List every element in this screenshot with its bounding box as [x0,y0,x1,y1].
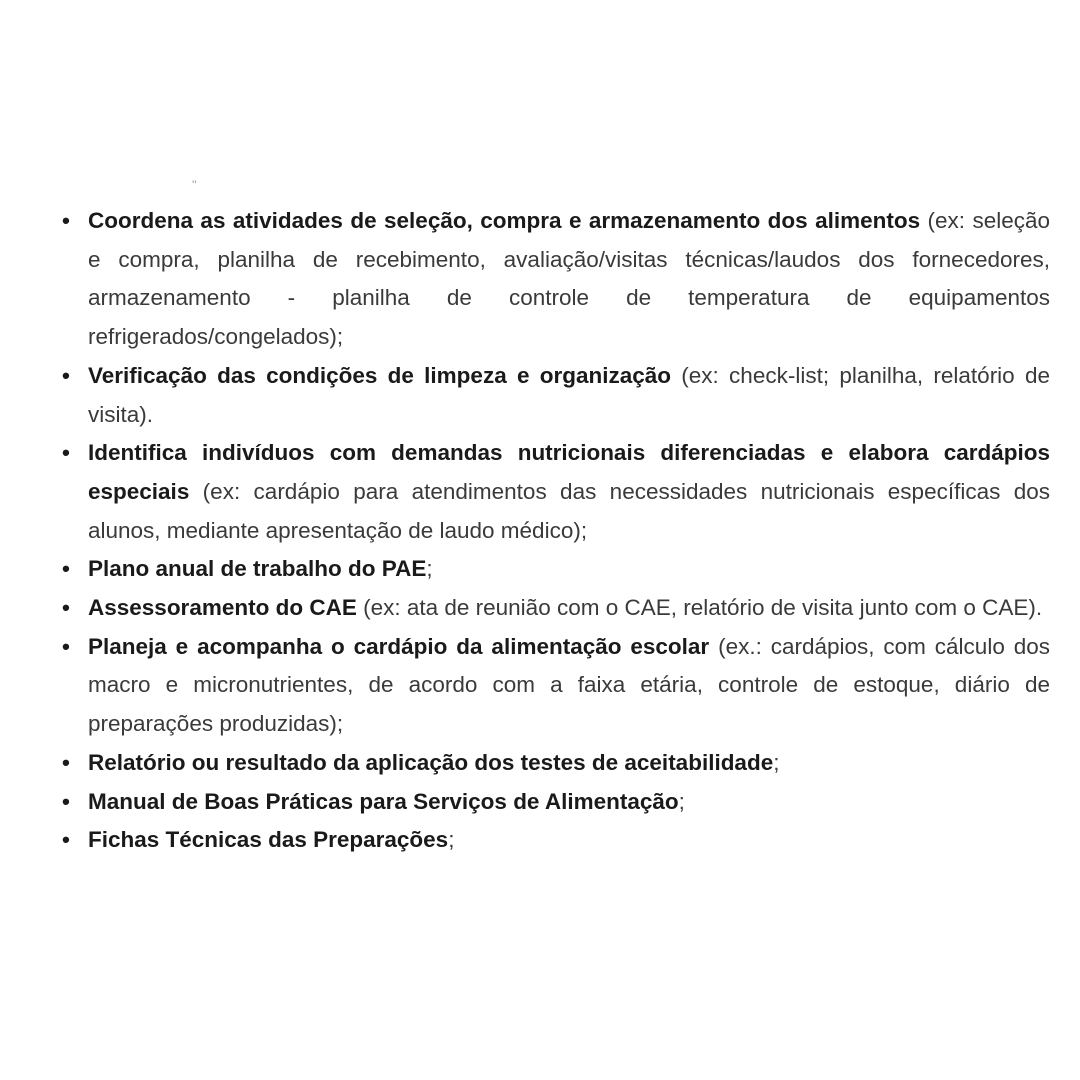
item-detail-text: (ex: ata de reunião com o CAE, relatório de visita junto com o CAE). [356,595,1043,621]
item-bold-text: Identifica indivíduos com demandas nutricionais diferenciadas e elabora cardápios especiais [88,440,1050,504]
list-item [58,202,1050,357]
item-bold-text: Assessoramento do CAE [88,595,357,621]
list-item [58,783,1050,822]
item-detail-text: (ex: seleção e compra, planilha de recebimento, avaliação/visitas técnicas/laudos dos fornecedores, armazenamento - planilha de controle de temperatura de equipamentos refrigerados/congelados); [88,208,1050,350]
list-item [58,357,1050,434]
bullet-list [58,202,1050,860]
bullet-icon: • [62,827,70,853]
item-detail-text: ; [448,827,455,853]
item-bold-text: Coordena as atividades de seleção, compra e armazenamento dos alimentos [88,208,921,233]
item-detail-text: (ex: cardápio para atendimentos das necessidades nutricionais específicas dos alunos, mediante apresentação de laudo médico); [88,478,1050,543]
list-item [58,744,1050,783]
list-item [58,434,1050,550]
item-detail-text: (ex.: cardápios, com cálculo dos macro e micronutrientes, de acordo com a faixa etária, controle de estoque, diário de preparações produzidas); [88,633,1050,737]
item-detail-text: (ex: check-list; planilha, relatório de visita). [88,362,1050,427]
item-bold-text: Verificação das condições de limpeza e organização [88,362,672,388]
item-detail-text: ; [426,556,433,582]
list-item [58,589,1050,628]
bullet-icon: • [62,633,70,659]
list-item [58,550,1050,589]
list-item [58,821,1050,860]
bullet-icon: • [62,208,70,233]
list-item [58,628,1050,744]
bullet-icon: • [62,595,70,621]
faint-mark: '' [192,178,197,192]
bullet-icon: • [62,440,70,466]
item-bold-text: Planeja e acompanha o cardápio da alimentação escolar [88,633,710,659]
item-bold-text: Relatório ou resultado da aplicação dos testes de aceitabilidade [88,749,774,775]
item-bold-text: Fichas Técnicas das Preparações [88,827,449,853]
bullet-icon: • [62,749,70,775]
bullet-icon: • [62,362,70,388]
bullet-icon: • [62,556,70,582]
bullet-icon: • [62,788,70,814]
item-detail-text: ; [773,749,780,775]
item-bold-text: Manual de Boas Práticas para Serviços de Alimentação [88,788,679,814]
item-detail-text: ; [678,788,685,814]
item-bold-text: Plano anual de trabalho do PAE [88,556,427,582]
